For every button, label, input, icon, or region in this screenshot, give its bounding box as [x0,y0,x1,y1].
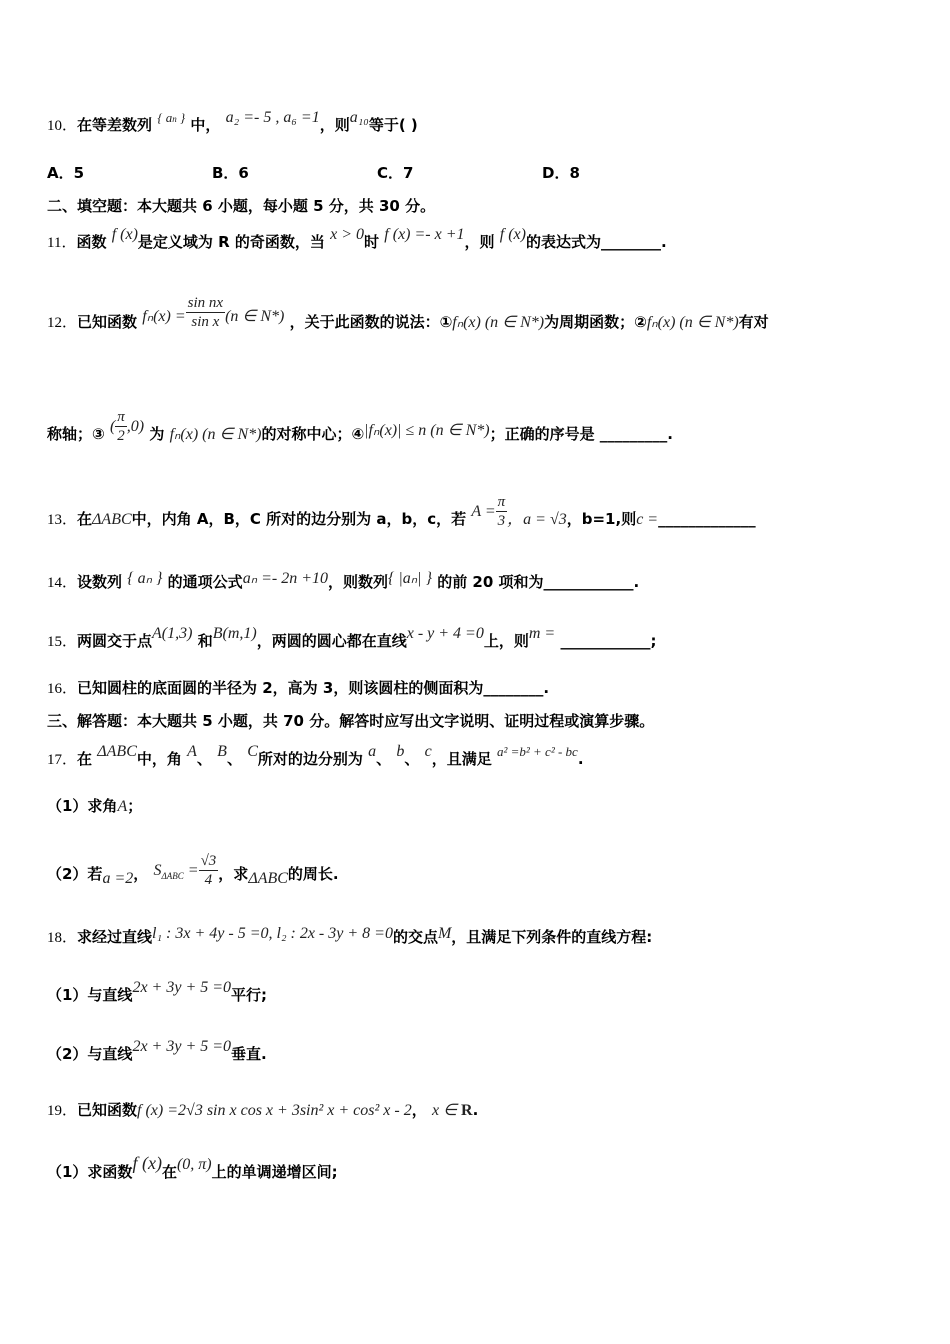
question-13: 13．在ΔABC中，内角 A，B，C 所对的边分别为 a，b，c，若 A = $\frac{\pi}{3}$ ，a = √3，b=1,则c =_____________ [47,494,756,529]
question-10: 10．在等差数列 { $a^n$ } 中， a₂ =- 5 , a₆ =1，则a₁₀等于( ) [47,109,418,134]
math-expression: a₂ =- 5 , a₆ =1 [225,109,320,126]
question-15: 15．两圆交于点A(1,3) 和B(m,1)，两圆的圆心都在直线x - y + 4 =0上，则m = ____________; [47,625,657,650]
fraction: $\frac{\text{sin nx}}{\text{sin x}}$ [187,295,224,330]
question-14: 14．设数列 { aₙ } 的通项公式aₙ =- 2n +10，则数列{ |aₙ| } 的前 20 项和为____________. [47,570,640,591]
option-d: D．8 [542,164,580,182]
question-18: 18．求经过直线l₁ : 3x + 4y - 5 =0, l₂ : 2x - 3y + 8 =0的交点M，且满足下列条件的直线方程: [47,925,653,946]
question-12-continued: 称轴；③ ( $\frac{\pi}{2}$ ,0) 为 fₙ(x) (n ∈ N*)的对称中心；④|fₙ(x)| ≤ n (n ∈ N*)；正确的序号是 _________. [47,409,673,444]
option-c: C．7 [377,164,414,182]
option-b: B．6 [212,164,249,182]
question-18-part-1: （1）与直线2x + 3y + 5 =0平行; [47,979,268,1004]
question-18-part-2: （2）与直线2x + 3y + 5 =0垂直. [47,1038,267,1063]
question-19-part-1: （1）求函数f (x)在(0, π)上的单调递增区间; [47,1153,338,1181]
question-17-part-1: （1）求角A； [47,797,143,815]
question-19: 19．已知函数f (x) =2√3 sin x cos x + 3sin² x + cos² x - 2， x ∈ R. [47,1101,479,1119]
question-number: 10． [47,118,78,134]
section-heading-2: 二、填空题：本大题共 6 小题，每小题 5 分，共 30 分。 [47,197,436,215]
section-heading-3: 三、解答题：本大题共 5 小题，共 70 分。解答时应写出文字说明、证明过程或演算步骤。 [47,712,655,730]
question-16: 16．已知圆柱的底面圆的半径为 2，高为 3，则该圆柱的侧面积为________. [47,679,550,697]
question-11: 11．函数 f (x)是定义域为 R 的奇函数，当 x > 0时 f (x) =- x +1，则 f (x)的表达式为________. [47,226,667,251]
question-12: 12．已知函数 fₙ(x) = $\frac{\text{sin nx}}{\text{sin x}}$ (n ∈ N*) ，关于此函数的说法：①fₙ(x) (n ∈ N*)为周期函数；②fₙ(x) (n ∈ N*)有对 [47,295,769,331]
question-17-part-2: （2）若a =2， SΔABC = $\frac{√3}{4}$ ，求ΔABC的周长. [47,853,339,888]
question-17: 17．在 ΔABC中，角 A、 B、 C所对的边分别为 a、 b、 c，且满足 a² =b² + c² - bc. [47,743,584,768]
option-a: A．5 [47,164,85,182]
